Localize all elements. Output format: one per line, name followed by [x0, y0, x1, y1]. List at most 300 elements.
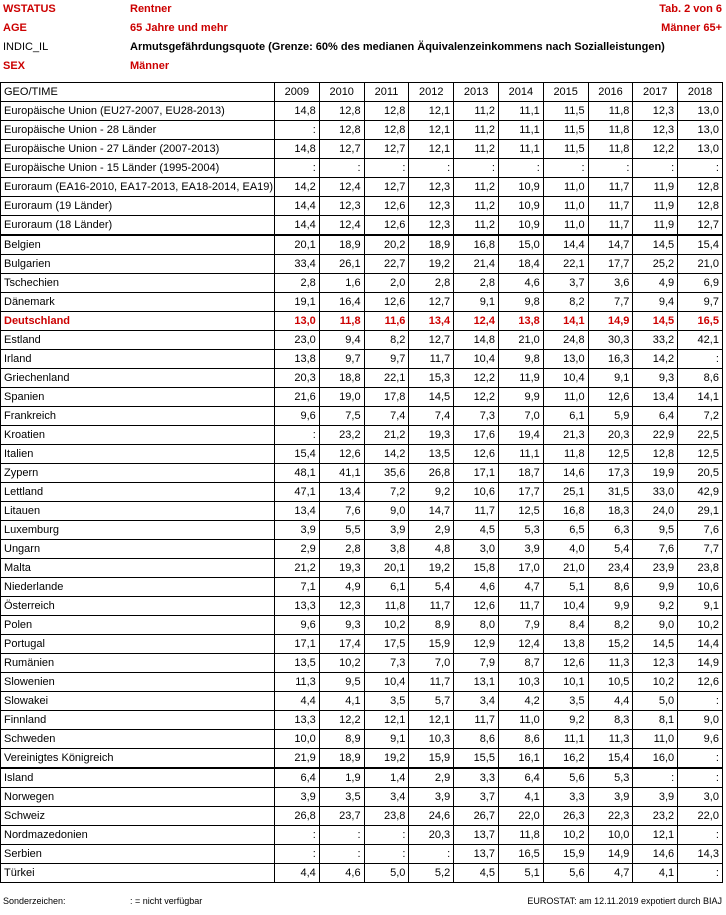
table-cell: 14,2 [633, 350, 678, 369]
table-cell: 7,6 [678, 521, 723, 540]
table-cell: 14,6 [543, 464, 588, 483]
table-cell: 19,2 [364, 749, 409, 769]
table-cell: 14,8 [454, 331, 499, 350]
table-cell: 9,4 [633, 293, 678, 312]
row-label: Euroraum (19 Länder) [1, 197, 275, 216]
row-label: Schweden [1, 730, 275, 749]
table-cell: 11,2 [454, 140, 499, 159]
table-cell: 4,4 [275, 692, 320, 711]
table-cell: 9,2 [633, 597, 678, 616]
table-cell: 12,5 [588, 445, 633, 464]
table-cell: 10,6 [454, 483, 499, 502]
table-cell: 4,4 [588, 692, 633, 711]
table-cell: 10,2 [678, 616, 723, 635]
column-header-year: 2016 [588, 83, 633, 102]
table-cell: 1,9 [319, 768, 364, 788]
table-cell: 16,5 [678, 312, 723, 331]
table-cell: 4,8 [409, 540, 454, 559]
table-cell: 11,3 [588, 730, 633, 749]
table-cell: 23,2 [319, 426, 364, 445]
table-cell: 19,4 [498, 426, 543, 445]
row-label: Deutschland [1, 312, 275, 331]
header-value: Männer [130, 60, 170, 72]
table-cell: 23,2 [633, 807, 678, 826]
table-cell: : [409, 159, 454, 178]
table-cell: 4,6 [454, 578, 499, 597]
table-cell: 35,6 [364, 464, 409, 483]
table-cell: 10,6 [678, 578, 723, 597]
table-cell: 11,9 [498, 369, 543, 388]
table-cell: 3,4 [364, 788, 409, 807]
table-cell: 10,9 [498, 197, 543, 216]
table-cell: 9,0 [633, 616, 678, 635]
table-cell: 10,9 [498, 178, 543, 197]
table-row [1, 464, 723, 483]
table-cell: 17,7 [588, 255, 633, 274]
table-cell: 8,3 [588, 711, 633, 730]
table-row [1, 502, 723, 521]
table-cell: 6,1 [543, 407, 588, 426]
table-cell: 15,4 [588, 749, 633, 769]
table-cell: 9,7 [364, 350, 409, 369]
table-cell: 8,6 [588, 578, 633, 597]
table-cell: 9,5 [319, 673, 364, 692]
row-label: Niederlande [1, 578, 275, 597]
table-cell: 10,5 [588, 673, 633, 692]
table-cell: 13,4 [275, 502, 320, 521]
footer-source: EUROSTAT: am 12.11.2019 expotiert durch BIAJ [527, 896, 722, 906]
table-cell: 26,7 [454, 807, 499, 826]
table-cell: 14,9 [588, 312, 633, 331]
table-cell: 2,9 [409, 521, 454, 540]
header-row-sex [0, 57, 726, 76]
table-cell: 7,9 [498, 616, 543, 635]
table-row [1, 235, 723, 255]
row-label: Nordmazedonien [1, 826, 275, 845]
table-cell: 9,3 [319, 616, 364, 635]
table-cell: 10,2 [633, 673, 678, 692]
table-cell: 9,0 [678, 711, 723, 730]
table-cell: 4,9 [319, 578, 364, 597]
table-cell: 13,4 [409, 312, 454, 331]
table-cell: 18,3 [588, 502, 633, 521]
row-label: Irland [1, 350, 275, 369]
table-cell: 12,6 [319, 445, 364, 464]
table-cell: 5,7 [409, 692, 454, 711]
table-cell: 14,1 [543, 312, 588, 331]
table-cell: 14,3 [678, 845, 723, 864]
table-row [1, 102, 723, 121]
table-row [1, 826, 723, 845]
table-cell: 12,1 [633, 826, 678, 845]
table-cell: 12,3 [319, 597, 364, 616]
table-cell: 15,4 [678, 235, 723, 255]
table-cell: 11,0 [498, 711, 543, 730]
table-cell: 21,4 [454, 255, 499, 274]
table-cell: 12,8 [633, 445, 678, 464]
table-cell: 7,4 [409, 407, 454, 426]
table-cell: 3,8 [364, 540, 409, 559]
table-cell: 19,2 [409, 255, 454, 274]
table-cell: 3,9 [275, 788, 320, 807]
table-cell: 13,0 [543, 350, 588, 369]
column-header-year: 2017 [633, 83, 678, 102]
table-cell: 6,3 [588, 521, 633, 540]
table-cell: 13,8 [543, 635, 588, 654]
table-row [1, 426, 723, 445]
table-cell: 9,0 [364, 502, 409, 521]
table-cell: : [409, 845, 454, 864]
table-cell: 14,5 [633, 635, 678, 654]
table-cell: 14,5 [633, 235, 678, 255]
table-row [1, 673, 723, 692]
table-cell: 6,4 [275, 768, 320, 788]
table-cell: 5,4 [409, 578, 454, 597]
table-cell: 18,4 [498, 255, 543, 274]
table-cell: 16,8 [543, 502, 588, 521]
row-label: Griechenland [1, 369, 275, 388]
table-cell: : [275, 826, 320, 845]
table-cell: 10,2 [543, 826, 588, 845]
header-key: SEX [3, 60, 26, 72]
table-cell: 15,4 [275, 445, 320, 464]
table-cell: 12,7 [364, 178, 409, 197]
table-cell: 12,9 [454, 635, 499, 654]
row-label: Malta [1, 559, 275, 578]
table-cell: 12,8 [364, 102, 409, 121]
header-key: WSTATUS [3, 3, 56, 15]
table-cell: 11,8 [543, 445, 588, 464]
header-key: INDIC_IL [3, 41, 49, 53]
table-cell: 12,8 [319, 102, 364, 121]
column-header-year: 2010 [319, 83, 364, 102]
table-cell: 23,7 [319, 807, 364, 826]
table-row [1, 407, 723, 426]
table-cell: 14,7 [409, 502, 454, 521]
table-cell: 18,9 [319, 235, 364, 255]
row-label: Finnland [1, 711, 275, 730]
table-cell: 16,3 [588, 350, 633, 369]
table-cell: 13,7 [454, 826, 499, 845]
table-cell: 11,8 [364, 597, 409, 616]
table-cell: 12,5 [498, 502, 543, 521]
table-cell: 13,8 [275, 350, 320, 369]
table-row [1, 121, 723, 140]
table-cell: 14,9 [588, 845, 633, 864]
table-cell: : [275, 121, 320, 140]
table-cell: 14,2 [364, 445, 409, 464]
table-cell: 12,2 [454, 388, 499, 407]
table-row [1, 388, 723, 407]
table-cell: 12,3 [409, 178, 454, 197]
table-cell: 4,7 [498, 578, 543, 597]
table-cell: 12,3 [409, 216, 454, 236]
table-cell: 41,1 [319, 464, 364, 483]
table-cell: 16,8 [454, 235, 499, 255]
table-cell: 12,4 [498, 635, 543, 654]
table-cell: 17,1 [275, 635, 320, 654]
table-cell: : [364, 159, 409, 178]
table-cell: 13,3 [275, 597, 320, 616]
table-cell: 4,1 [498, 788, 543, 807]
row-label: Luxemburg [1, 521, 275, 540]
table-cell: 11,1 [543, 730, 588, 749]
table-cell: : [678, 159, 723, 178]
table-cell: 14,6 [633, 845, 678, 864]
table-cell: 11,0 [543, 216, 588, 236]
row-label: Schweiz [1, 807, 275, 826]
table-cell: 9,6 [678, 730, 723, 749]
table-cell: 11,9 [633, 216, 678, 236]
table-cell: 3,9 [364, 521, 409, 540]
table-cell: 16,4 [319, 293, 364, 312]
table-cell: 13,0 [678, 102, 723, 121]
table-cell: 11,7 [588, 197, 633, 216]
table-cell: 23,4 [588, 559, 633, 578]
table-cell: 12,2 [633, 140, 678, 159]
table-cell: : [275, 426, 320, 445]
table-subtitle: Männer 65+ [661, 22, 722, 34]
table-cell: 48,1 [275, 464, 320, 483]
table-cell: 11,3 [275, 673, 320, 692]
data-table [0, 82, 723, 883]
table-cell: 7,6 [319, 502, 364, 521]
table-cell: 10,4 [454, 350, 499, 369]
table-cell: 13,5 [409, 445, 454, 464]
table-cell: 13,3 [275, 711, 320, 730]
table-cell: 8,9 [409, 616, 454, 635]
table-cell: 15,8 [454, 559, 499, 578]
table-cell: 11,7 [498, 597, 543, 616]
row-label: Rumänien [1, 654, 275, 673]
table-row [1, 331, 723, 350]
table-cell: 13,0 [275, 312, 320, 331]
row-label: Zypern [1, 464, 275, 483]
table-cell: : [678, 864, 723, 883]
table-cell: 10,4 [543, 597, 588, 616]
table-cell: : [678, 768, 723, 788]
table-cell: 3,6 [588, 274, 633, 293]
table-cell: 10,2 [364, 616, 409, 635]
table-cell: 26,3 [543, 807, 588, 826]
row-label: Kroatien [1, 426, 275, 445]
table-cell: 17,7 [498, 483, 543, 502]
table-cell: 25,2 [633, 255, 678, 274]
table-cell: 25,1 [543, 483, 588, 502]
table-cell: : [319, 845, 364, 864]
table-cell: 11,7 [454, 502, 499, 521]
table-cell: 14,9 [678, 654, 723, 673]
table-cell: 11,2 [454, 102, 499, 121]
table-cell: 5,3 [498, 521, 543, 540]
table-row [1, 635, 723, 654]
table-cell: 11,9 [633, 197, 678, 216]
row-label: Lettland [1, 483, 275, 502]
table-cell: 14,8 [275, 140, 320, 159]
row-label: Euroraum (EA16-2010, EA17-2013, EA18-2014, EA19) [1, 178, 275, 197]
table-cell: 2,8 [454, 274, 499, 293]
table-cell: 22,1 [364, 369, 409, 388]
table-row [1, 350, 723, 369]
table-cell: 8,4 [543, 616, 588, 635]
table-cell: 12,2 [454, 369, 499, 388]
table-cell: 13,4 [633, 388, 678, 407]
table-row [1, 749, 723, 769]
table-cell: 14,5 [633, 312, 678, 331]
table-row [1, 483, 723, 502]
table-cell: 7,2 [678, 407, 723, 426]
table-cell: 7,0 [498, 407, 543, 426]
table-cell: 12,1 [364, 711, 409, 730]
table-cell: 12,8 [364, 121, 409, 140]
table-cell: 12,8 [678, 197, 723, 216]
table-cell: 26,1 [319, 255, 364, 274]
row-label: Tschechien [1, 274, 275, 293]
table-cell: 3,9 [633, 788, 678, 807]
table-cell: 3,9 [409, 788, 454, 807]
table-cell: 10,3 [498, 673, 543, 692]
table-body [1, 102, 723, 883]
column-header-year: 2015 [543, 83, 588, 102]
row-label: Slowenien [1, 673, 275, 692]
table-cell: : [633, 159, 678, 178]
table-cell: 33,2 [633, 331, 678, 350]
table-cell: 20,1 [275, 235, 320, 255]
table-cell: 14,4 [678, 635, 723, 654]
table-cell: 21,0 [498, 331, 543, 350]
table-cell: 29,1 [678, 502, 723, 521]
table-cell: 17,8 [364, 388, 409, 407]
table-cell: 11,1 [498, 140, 543, 159]
table-cell: 7,2 [364, 483, 409, 502]
table-header-block [0, 0, 726, 80]
table-cell: : [319, 159, 364, 178]
table-cell: 12,7 [678, 216, 723, 236]
table-cell: 9,1 [678, 597, 723, 616]
column-header-year: 2013 [454, 83, 499, 102]
table-row [1, 445, 723, 464]
table-cell: 14,4 [543, 235, 588, 255]
table-cell: 11,2 [454, 121, 499, 140]
table-cell: 11,5 [543, 140, 588, 159]
table-cell: 11,7 [588, 216, 633, 236]
table-cell: 24,0 [633, 502, 678, 521]
table-cell: 26,8 [275, 807, 320, 826]
table-cell: 13,5 [275, 654, 320, 673]
table-cell: 10,2 [319, 654, 364, 673]
table-row [1, 312, 723, 331]
column-header-year: 2014 [498, 83, 543, 102]
table-row [1, 807, 723, 826]
table-row [1, 197, 723, 216]
table-cell: 33,0 [633, 483, 678, 502]
header-value: Armutsgefährdungsquote (Grenze: 60% des medianen Äquivalenzeinkommens nach Sozialleistungen) [130, 41, 665, 53]
table-cell: 5,0 [633, 692, 678, 711]
row-label: Europäische Union - 15 Länder (1995-2004) [1, 159, 275, 178]
row-label: Spanien [1, 388, 275, 407]
table-cell: 3,3 [543, 788, 588, 807]
table-cell: 18,9 [409, 235, 454, 255]
table-row [1, 559, 723, 578]
table-row [1, 845, 723, 864]
table-cell: 11,8 [498, 826, 543, 845]
table-cell: 8,9 [319, 730, 364, 749]
table-cell: 4,2 [498, 692, 543, 711]
table-cell: 13,4 [319, 483, 364, 502]
table-row [1, 730, 723, 749]
table-row [1, 274, 723, 293]
table-cell: 18,9 [319, 749, 364, 769]
table-cell: 16,5 [498, 845, 543, 864]
table-cell: 11,7 [454, 711, 499, 730]
table-cell: 21,6 [275, 388, 320, 407]
table-cell: 8,2 [588, 616, 633, 635]
table-cell: 7,7 [678, 540, 723, 559]
table-cell: 3,7 [454, 788, 499, 807]
table-cell: 7,1 [275, 578, 320, 597]
table-cell: 8,6 [498, 730, 543, 749]
table-cell: 14,4 [275, 197, 320, 216]
table-cell: 5,0 [364, 864, 409, 883]
table-cell: 20,3 [588, 426, 633, 445]
column-header-year: 2018 [678, 83, 723, 102]
table-cell: 2,8 [409, 274, 454, 293]
table-cell: 9,1 [454, 293, 499, 312]
footer-label: Sonderzeichen: [3, 896, 66, 906]
table-cell: 14,1 [678, 388, 723, 407]
table-header-row [1, 83, 723, 102]
row-label: Slowakei [1, 692, 275, 711]
table-cell: 14,2 [275, 178, 320, 197]
table-cell: 17,0 [498, 559, 543, 578]
table-cell: 4,7 [588, 864, 633, 883]
table-cell: 12,8 [678, 178, 723, 197]
row-label: Europäische Union - 27 Länder (2007-2013) [1, 140, 275, 159]
table-cell: 7,9 [454, 654, 499, 673]
table-cell: 14,5 [409, 388, 454, 407]
table-cell: 5,5 [319, 521, 364, 540]
table-cell: 3,5 [543, 692, 588, 711]
table-row [1, 140, 723, 159]
table-cell: 11,7 [588, 178, 633, 197]
table-cell: 7,0 [409, 654, 454, 673]
table-cell: 2,8 [275, 274, 320, 293]
table-cell: : [364, 826, 409, 845]
table-cell: : [275, 159, 320, 178]
table-cell: 12,1 [409, 121, 454, 140]
table-cell: 10,0 [588, 826, 633, 845]
table-cell: 20,2 [364, 235, 409, 255]
table-cell: 23,8 [364, 807, 409, 826]
table-cell: 13,1 [454, 673, 499, 692]
table-cell: 7,4 [364, 407, 409, 426]
table-cell: 12,6 [364, 293, 409, 312]
table-cell: 20,1 [364, 559, 409, 578]
row-label: Bulgarien [1, 255, 275, 274]
table-cell: 18,8 [319, 369, 364, 388]
table-row [1, 864, 723, 883]
table-cell: 7,5 [319, 407, 364, 426]
table-cell: 12,4 [454, 312, 499, 331]
table-cell: 9,4 [319, 331, 364, 350]
table-cell: 12,6 [678, 673, 723, 692]
table-cell: 20,5 [678, 464, 723, 483]
table-cell: 23,0 [275, 331, 320, 350]
table-cell: 21,0 [678, 255, 723, 274]
table-cell: 23,8 [678, 559, 723, 578]
table-cell: 3,3 [454, 768, 499, 788]
table-cell: 11,5 [543, 121, 588, 140]
